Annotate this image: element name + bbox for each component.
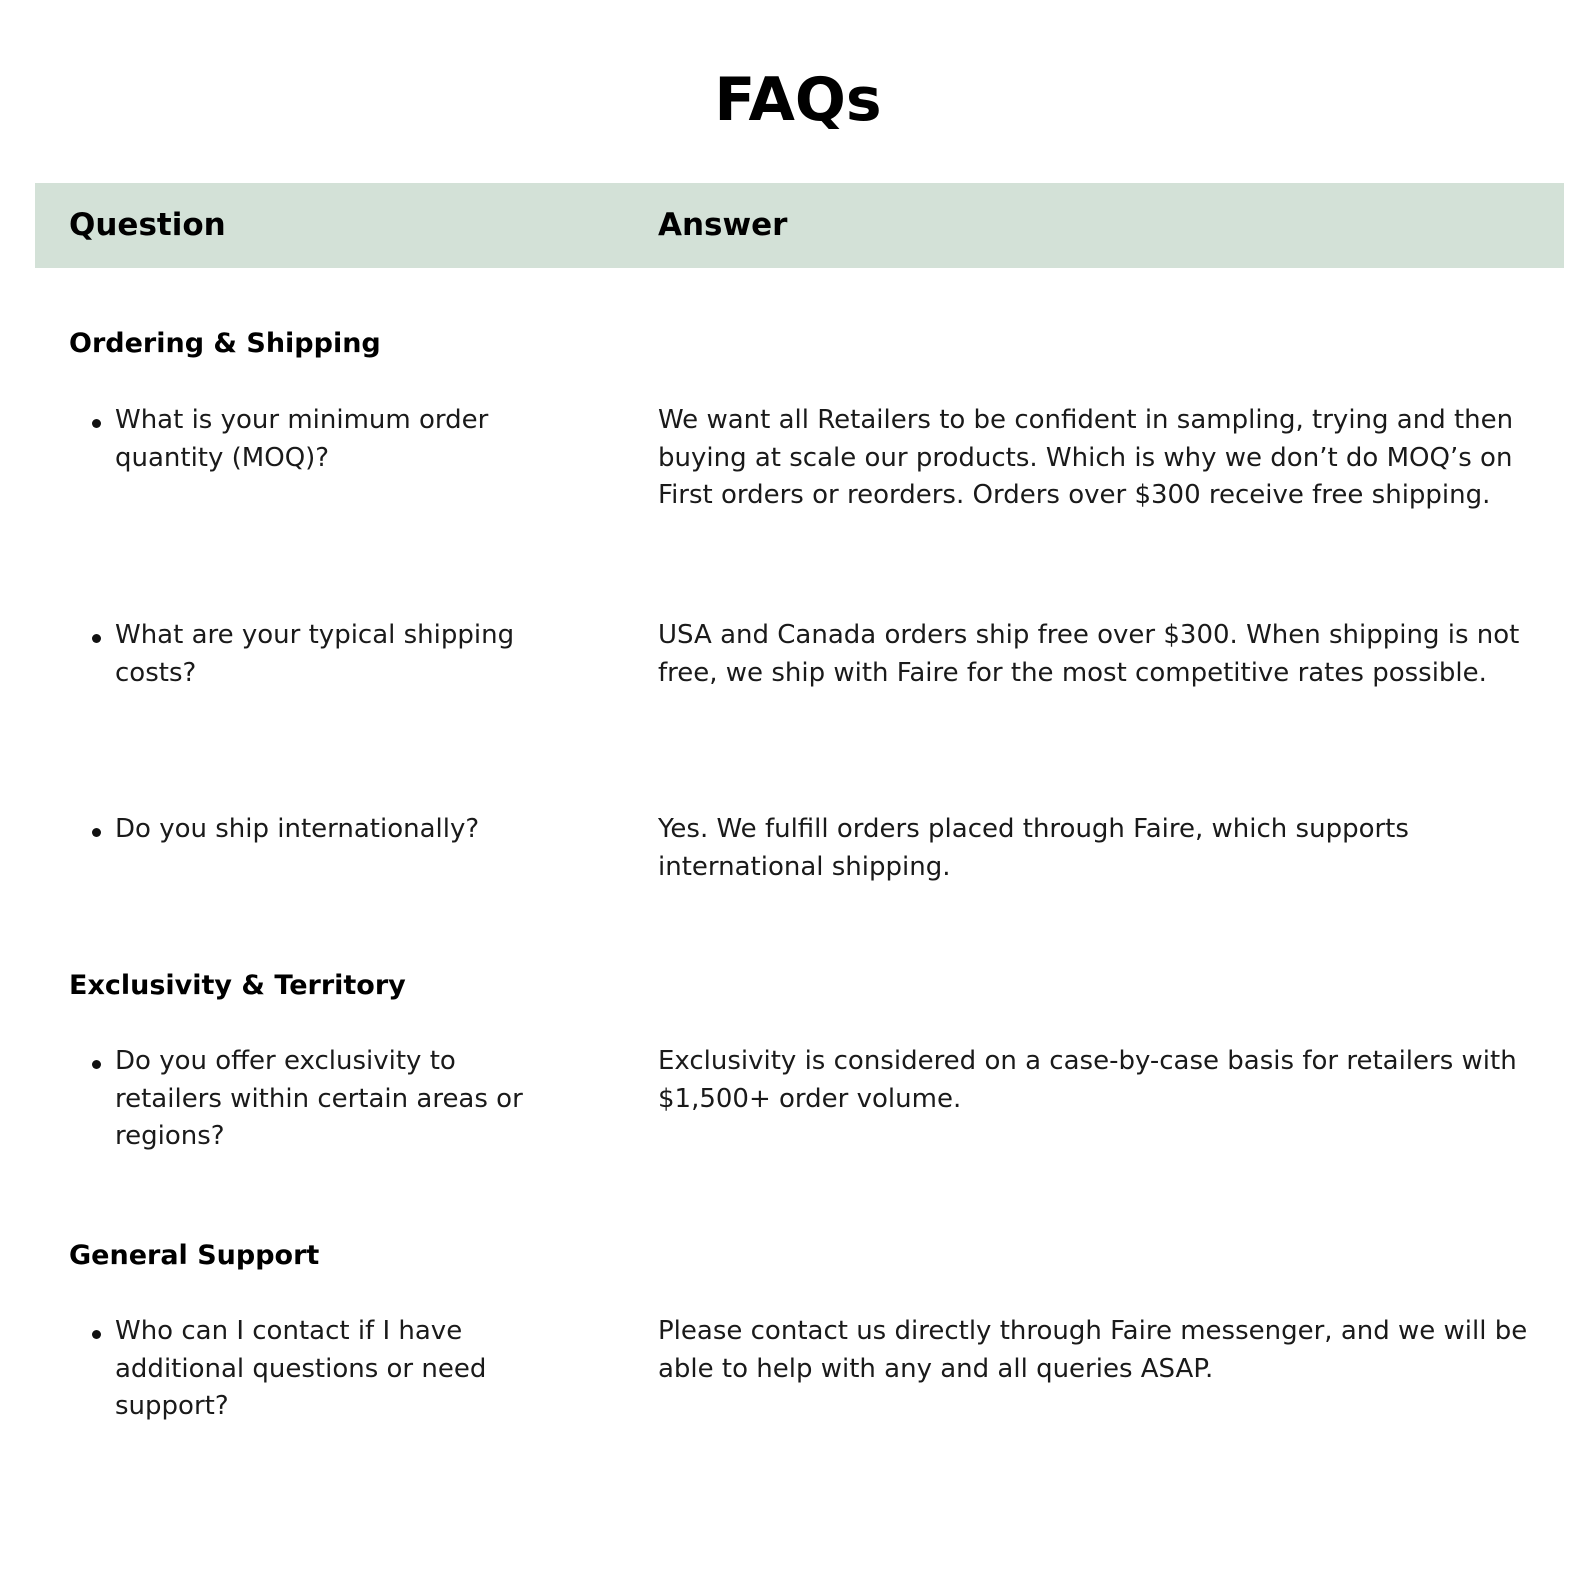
- bullet-icon: [92, 828, 101, 837]
- faq-answer: Yes. We fulfill orders placed through Faire, which supports international shipping.: [658, 814, 1409, 882]
- faq-question: Who can I contact if I have additional questions or need support?: [115, 1316, 487, 1421]
- bullet-icon: [92, 419, 101, 428]
- section-heading-general-support: General Support: [69, 1240, 320, 1271]
- faq-answer: Please contact us directly through Faire messenger, and we will be able to help with any and all queries ASAP.: [658, 1316, 1528, 1384]
- page-title: FAQs: [714, 65, 882, 135]
- bullet-icon: [92, 634, 101, 643]
- section-heading-ordering-shipping: Ordering & Shipping: [69, 328, 381, 359]
- column-header-question: Question: [69, 207, 226, 243]
- faq-question: Do you ship internationally?: [115, 814, 480, 844]
- faq-answer: USA and Canada orders ship free over $300. When shipping is not free, we ship with Faire for the most competitive rates possible.: [658, 620, 1520, 688]
- faq-question: What is your minimum order quantity (MOQ)?: [115, 405, 489, 473]
- table-header: [35, 183, 1564, 268]
- faq-question: What are your typical shipping costs?: [115, 620, 515, 688]
- section-heading-exclusivity-territory: Exclusivity & Territory: [69, 970, 406, 1001]
- bullet-icon: [92, 1060, 101, 1069]
- faq-question: Do you offer exclusivity to retailers within certain areas or regions?: [115, 1046, 523, 1151]
- column-header-answer: Answer: [658, 207, 788, 243]
- faq-answer: Exclusivity is considered on a case-by-case basis for retailers with $1,500+ order volume.: [658, 1046, 1517, 1114]
- faq-answer: We want all Retailers to be confident in sampling, trying and then buying at scale our products. Which is why we don’t do MOQ’s on First orders or reorders. Orders over $300 receive free shipping.: [658, 405, 1514, 510]
- bullet-icon: [92, 1330, 101, 1339]
